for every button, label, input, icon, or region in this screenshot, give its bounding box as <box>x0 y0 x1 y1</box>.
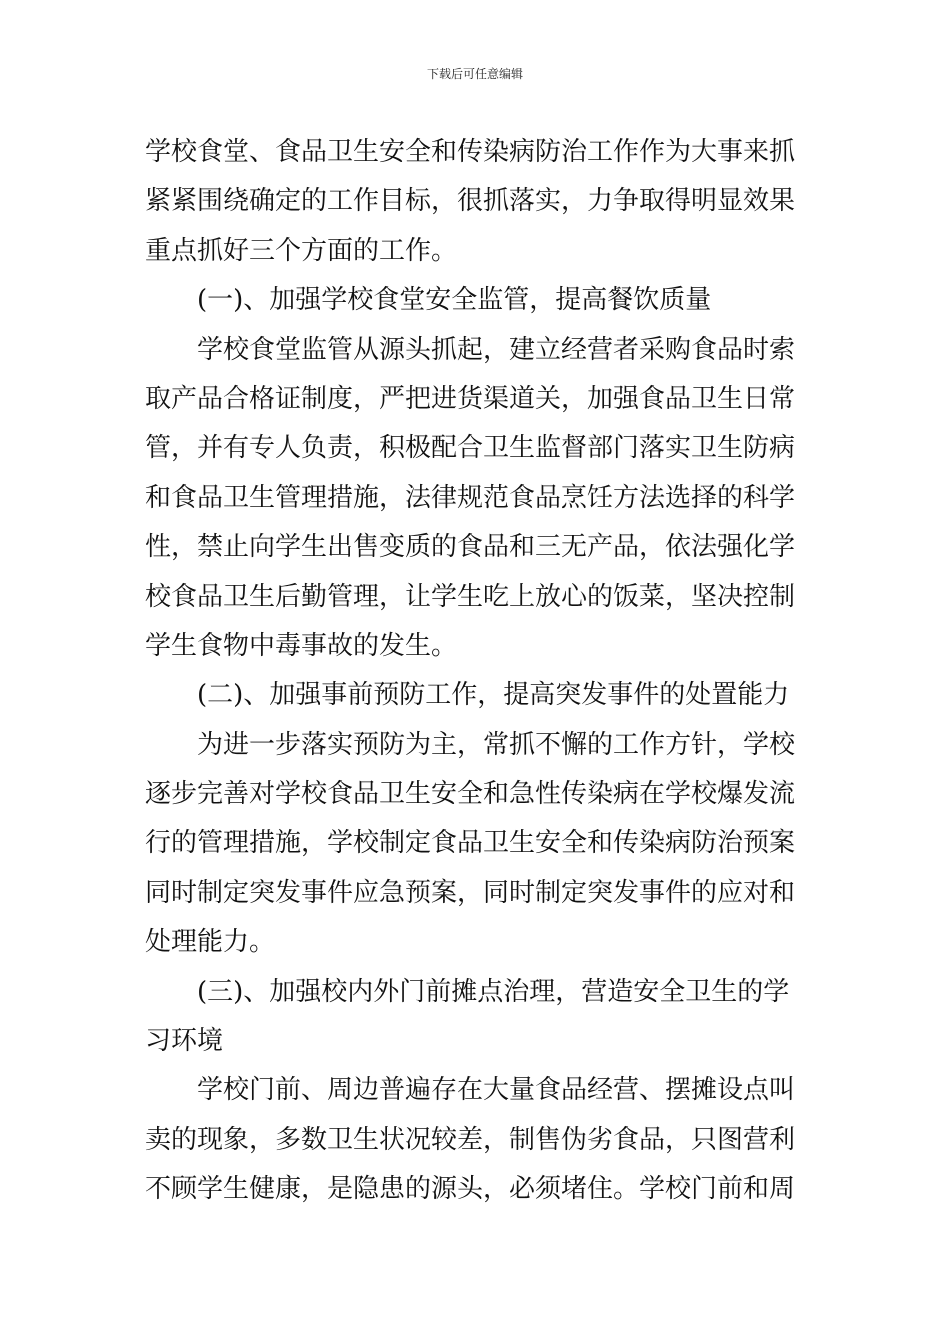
text-line: 逐步完善对学校食品卫生安全和急性传染病在学校爆发流 <box>145 779 796 810</box>
text-line: 和食品卫生管理措施，法律规范食品烹饪方法选择的科学 <box>145 482 796 513</box>
text-line: 重点抓好三个方面的工作。 <box>145 235 458 266</box>
text-line: 学校门前、周边普遍存在大量食品经营、摆摊设点叫 <box>197 1075 796 1106</box>
page-header: 下载后可任意编辑 <box>426 67 523 81</box>
document-body <box>145 128 810 1215</box>
text-line: 学校食堂、食品卫生安全和传染病防治工作作为大事来抓 <box>145 137 796 167</box>
text-line: 学生食物中毒事故的发生。 <box>145 630 458 661</box>
text-line: 校食品卫生后勤管理，让学生吃上放心的饭菜，坚决控制 <box>145 581 796 612</box>
section-heading-2: (二)、加强事前预防工作，提高突发事件的处置能力 <box>197 680 790 711</box>
text-line: 不顾学生健康，是隐患的源头，必须堵住。学校门前和周 <box>145 1174 796 1205</box>
text-line: 同时制定突发事件应急预案，同时制定突发事件的应对和 <box>145 877 796 908</box>
text-line: 管，并有专人负责，积极配合卫生监督部门落实卫生防病 <box>145 433 796 464</box>
text-line: 处理能力。 <box>145 927 276 958</box>
text-line: 学校食堂监管从源头抓起，建立经营者采购食品时索 <box>197 334 796 365</box>
section-heading-1: (一)、加强学校食堂安全监管，提高餐饮质量 <box>197 285 712 316</box>
text-line: 紧紧围绕确定的工作目标，很抓落实，力争取得明显效果 <box>145 186 796 217</box>
text-line: 行的管理措施，学校制定食品卫生安全和传染病防治预案 <box>145 828 796 859</box>
text-line: 卖的现象，多数卫生状况较差，制售伪劣食品，只图营利 <box>145 1124 796 1155</box>
text-line: 性，禁止向学生出售变质的食品和三无产品，依法强化学 <box>145 532 796 563</box>
section-heading-3: (三)、加强校内外门前摊点治理，营造安全卫生的学 <box>197 976 790 1007</box>
text-line: 习环境 <box>145 1026 224 1057</box>
text-line: 取产品合格证制度，严把进货渠道关，加强食品卫生日常 <box>145 383 796 414</box>
text-line: 为进一步落实预防为主，常抓不懈的工作方针，学校 <box>197 729 796 760</box>
